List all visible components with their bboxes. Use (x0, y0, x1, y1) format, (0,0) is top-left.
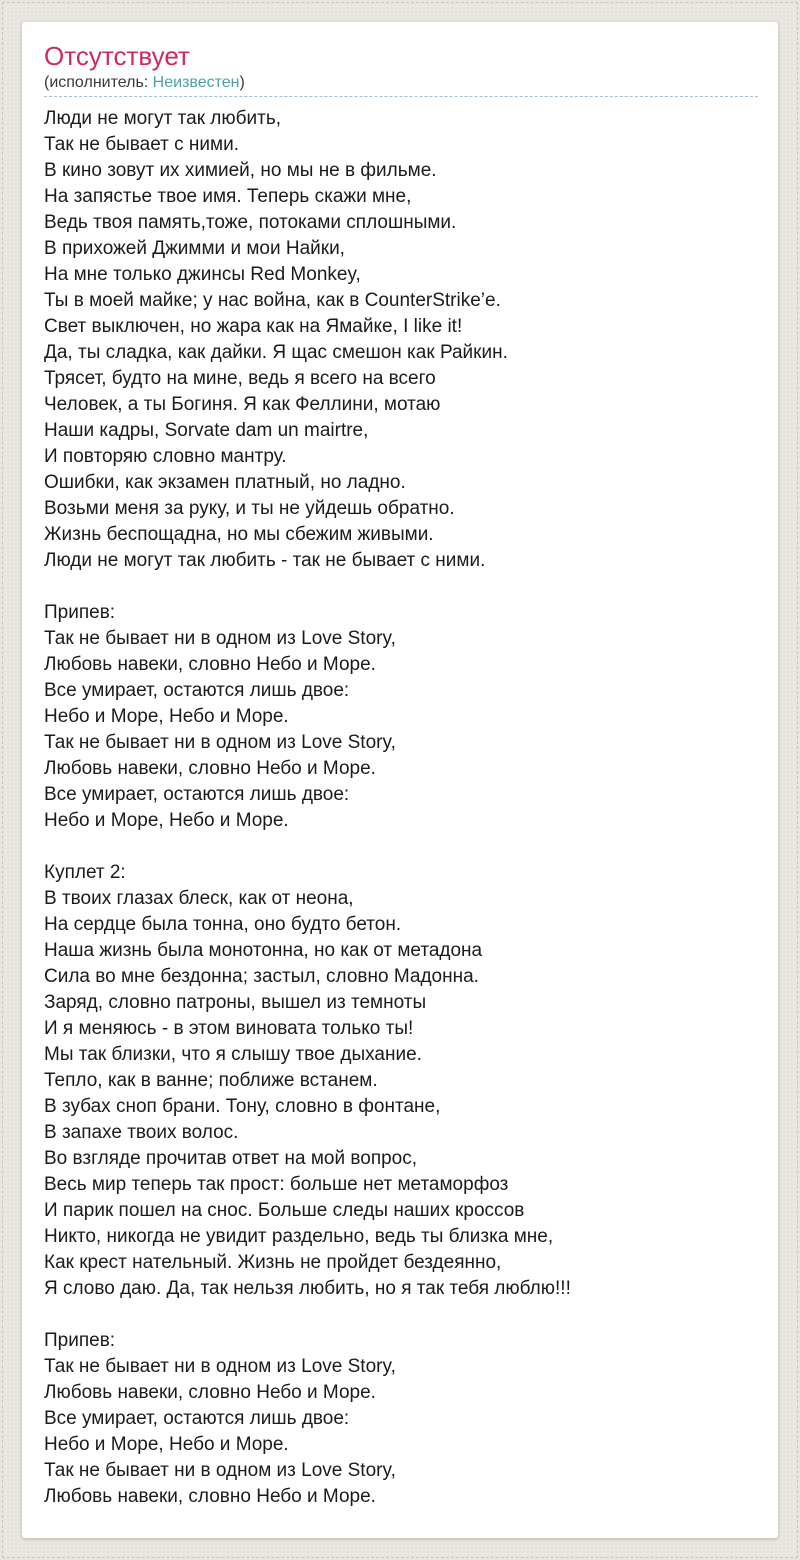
lyric-line: Так не бывает с ними. (44, 134, 239, 155)
lyric-line: На запястье твое имя. Теперь скажи мне, (44, 186, 412, 207)
lyrics (44, 106, 758, 1510)
lyric-line: Мы так близки, что я слышу твое дыхание. (44, 1044, 422, 1065)
page-title: Отсутствует (44, 41, 190, 71)
lyric-line: Тепло, как в ванне; поближе встанем. (44, 1070, 378, 1091)
lyric-line: В зубах сноп брани. Тону, словно в фонтане, (44, 1096, 441, 1117)
lyric-line: Заряд, словно патроны, вышел из темноты (44, 992, 427, 1013)
lyric-line: Наши кадры, Sorvate dam un mairtre, (44, 420, 369, 441)
lyric-line: Любовь навеки, словно Небо и Море. (44, 1382, 376, 1403)
lyric-line: Люди не могут так любить - так не бывает с ними. (44, 550, 486, 571)
lyric-line: Как крест нательный. Жизнь не пройдет бездеянно, (44, 1252, 502, 1273)
lyric-line: Так не бывает ни в одном из Love Story, (44, 1356, 396, 1377)
lyric-line: Да, ты сладка, как дайки. Я щас смешон как Райкин. (44, 342, 508, 363)
lyric-line: Любовь навеки, словно Небо и Море. (44, 758, 376, 779)
lyric-line: И я меняюсь - в этом виновата только ты! (44, 1018, 414, 1039)
lyric-line: Ошибки, как экзамен платный, но ладно. (44, 472, 406, 493)
lyric-line: И парик пошел на снос. Больше следы наших кроссов (44, 1200, 525, 1221)
lyrics-card (22, 22, 778, 1538)
lyric-line: Любовь навеки, словно Небо и Море. (44, 654, 376, 675)
lyric-line: Так не бывает ни в одном из Love Story, (44, 732, 396, 753)
lyric-line: Небо и Море, Небо и Море. (44, 810, 289, 831)
lyric-line: Ведь твоя память,тоже, потоками сплошными. (44, 212, 457, 233)
artist-line (44, 73, 758, 92)
lyric-line: Небо и Море, Небо и Море. (44, 1434, 289, 1455)
artist-label-suffix: ) (239, 74, 245, 91)
lyric-line: Я слово даю. Да, так нельзя любить, но я так тебя люблю!!! (44, 1278, 571, 1299)
lyric-line: Наша жизнь была монотонна, но как от метадона (44, 940, 483, 961)
lyric-line: Никто, никогда не увидит раздельно, ведь ты близка мне, (44, 1226, 554, 1247)
lyric-line: И повторяю словно мантру. (44, 446, 287, 467)
lyric-line: Ты в моей майке; у нас война, как в CounterStrike’е. (44, 290, 501, 311)
lyric-line: Трясет, будто на мине, ведь я всего на всего (44, 368, 436, 389)
lyric-line: Сила во мне бездонна; застыл, словно Мадонна. (44, 966, 479, 987)
lyric-line (44, 574, 758, 600)
lyric-line: В кино зовут их химией, но мы не в фильме. (44, 160, 437, 181)
lyric-line: Куплет 2: (44, 862, 126, 883)
lyric-line: Возьми меня за руку, и ты не уйдешь обратно. (44, 498, 455, 519)
lyric-line: На сердце была тонна, оно будто бетон. (44, 914, 402, 935)
lyric-line: Так не бывает ни в одном из Love Story, (44, 1460, 396, 1481)
lyric-line (44, 1302, 758, 1328)
artist-label-prefix: (исполнитель: (44, 74, 153, 91)
lyric-line: Весь мир теперь так прост: больше нет метаморфоз (44, 1174, 509, 1195)
lyric-line: Так не бывает ни в одном из Love Story, (44, 628, 396, 649)
lyric-line: Любовь навеки, словно Небо и Море. (44, 1486, 376, 1507)
artist-link[interactable]: Неизвестен (152, 74, 240, 91)
lyric-line: Припев: (44, 1330, 116, 1351)
song-header (44, 42, 758, 97)
lyric-line: Во взгляде прочитав ответ на мой вопрос, (44, 1148, 418, 1169)
lyric-line (44, 834, 758, 860)
lyric-line: Все умирает, остаются лишь двое: (44, 1408, 350, 1429)
lyric-line: Люди не могут так любить, (44, 108, 282, 129)
lyric-line: В твоих глазах блеск, как от неона, (44, 888, 354, 909)
lyric-line: Свет выключен, но жара как на Ямайке, I like it! (44, 316, 463, 337)
lyric-line: Жизнь беспощадна, но мы сбежим живыми. (44, 524, 434, 545)
lyric-line: На мне только джинсы Red Monkey, (44, 264, 361, 285)
lyric-line: Небо и Море, Небо и Море. (44, 706, 289, 727)
lyric-line: Припев: (44, 602, 116, 623)
lyric-line: Человек, а ты Богиня. Я как Феллини, мотаю (44, 394, 441, 415)
lyric-line: В прихожей Джимми и мои Найки, (44, 238, 345, 259)
lyric-line: В запахе твоих волос. (44, 1122, 239, 1143)
lyric-line: Все умирает, остаются лишь двое: (44, 680, 350, 701)
lyric-line: Все умирает, остаются лишь двое: (44, 784, 350, 805)
